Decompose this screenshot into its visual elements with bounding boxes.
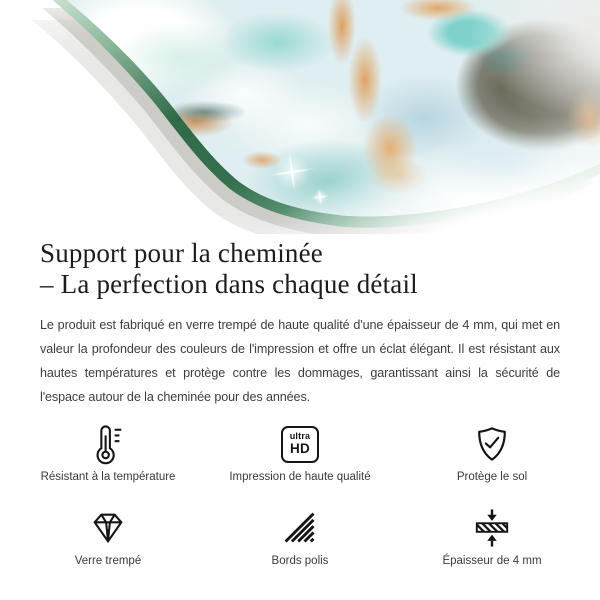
- polished-edges-icon: [282, 507, 318, 549]
- feature-temperature: [12, 423, 204, 483]
- ultra-hd-icon-text: ultra: [289, 431, 311, 442]
- feature-polished-edges: [204, 507, 396, 567]
- thermometer-icon: [89, 423, 127, 465]
- feature-label: Protège le sol: [456, 471, 528, 483]
- shield-check-icon: [473, 423, 511, 465]
- ultra-hd-icon: [281, 423, 319, 465]
- product-description: Le produit est fabriqué en verre trempé de haute qualité d'une épaisseur de 4 mm, qui met en valeur la profondeur des couleurs de l'impression et offre un éclat élégant. Il est résistant aux hautes températures et protège contre les dommages, garantissant ainsi la sécurité de l'espace autour de la cheminée pour des années.: [40, 318, 560, 404]
- sparkle-icon: [310, 187, 330, 207]
- feature-label: Verre trempé: [74, 555, 142, 567]
- page-title-line2: – La perfection dans chaque détail: [40, 268, 418, 299]
- ultra-hd-icon-text: HD: [290, 441, 310, 457]
- feature-print-quality: [204, 423, 396, 483]
- feature-label: Bords polis: [271, 555, 329, 567]
- thickness-icon: [473, 507, 511, 549]
- feature-label: Épaisseur de 4 mm: [442, 555, 542, 567]
- product-image: [0, 0, 600, 234]
- feature-label: Impression de haute qualité: [229, 471, 371, 483]
- feature-floor-protection: [396, 423, 588, 483]
- feature-label: Résistant à la température: [40, 471, 176, 483]
- feature-thickness: [396, 507, 588, 567]
- diamond-icon: [89, 507, 127, 549]
- page-title-line1: Support pour la cheminée: [40, 238, 323, 268]
- page-title: [40, 238, 560, 299]
- content-section: [0, 238, 600, 567]
- features-grid: [12, 423, 588, 567]
- feature-tempered-glass: [12, 507, 204, 567]
